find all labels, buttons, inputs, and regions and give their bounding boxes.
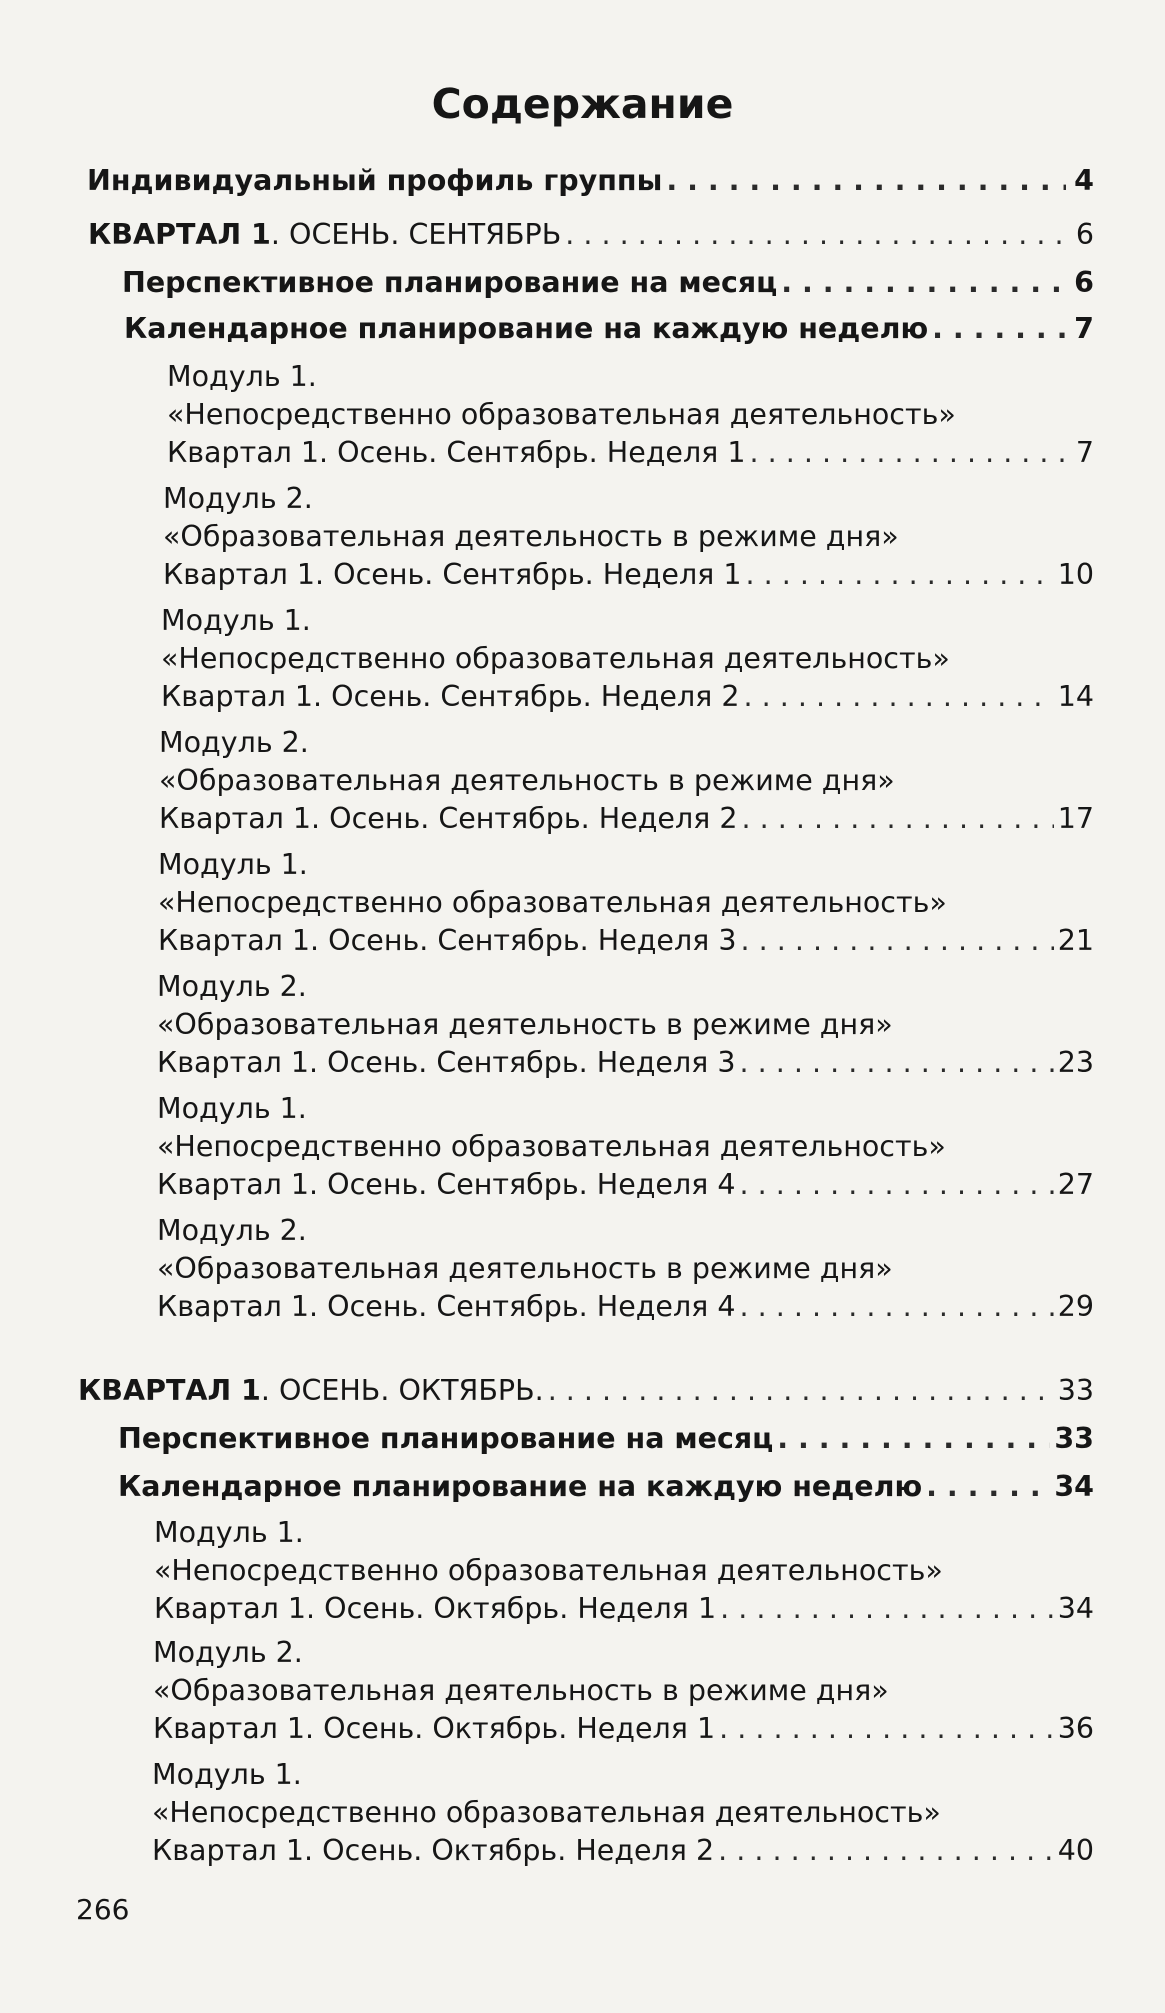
toc-entry[interactable] xyxy=(167,358,1094,472)
toc-entry-line: «Образовательная деятельность в режиме дня» xyxy=(159,764,895,797)
toc-entry[interactable] xyxy=(158,846,1094,960)
dot-leader xyxy=(740,1166,1054,1204)
toc-entry-line: Модуль 2. xyxy=(163,482,313,515)
dot-leader xyxy=(781,264,1066,302)
toc-quarter-rest: . ОСЕНЬ. ОКТЯБРЬ. xyxy=(260,1374,544,1407)
toc-quarter-label: КВАРТАЛ 1 xyxy=(78,1374,261,1407)
toc-entry-leader-line xyxy=(159,800,1094,838)
toc-entry-title: Квартал 1. Осень. Сентябрь. Неделя 1 xyxy=(163,558,742,591)
dot-leader xyxy=(720,1590,1054,1628)
toc-page-number: 6 xyxy=(1074,266,1094,299)
toc-entry[interactable] xyxy=(124,310,1094,348)
toc-page-number: 34 xyxy=(1054,1470,1094,1503)
toc-entry-line: Модуль 2. xyxy=(159,726,309,759)
toc-entry-line: «Образовательная деятельность в режиме дня» xyxy=(163,520,899,553)
toc-entry-title: Квартал 1. Осень. Октябрь. Неделя 1 xyxy=(153,1712,716,1745)
toc-entry-line: Модуль 2. xyxy=(157,970,307,1003)
dot-leader xyxy=(741,922,1054,960)
toc-entry[interactable] xyxy=(163,480,1094,594)
toc-page-number: 33 xyxy=(1054,1422,1094,1455)
page-title: Содержание xyxy=(431,80,734,128)
toc-entry-leader-line xyxy=(153,1710,1094,1748)
toc-entry-title: Индивидуальный профиль группы xyxy=(87,164,663,197)
toc-page-number: 6 xyxy=(1075,218,1094,251)
dot-leader xyxy=(740,1288,1054,1326)
toc-entry-title: Квартал 1. Осень. Сентябрь. Неделя 3 xyxy=(158,924,737,957)
toc-entry-title: Календарное планирование на каждую неделю xyxy=(118,1470,923,1503)
toc-page-number: 40 xyxy=(1057,1834,1094,1867)
toc-entry-title: Перспективное планирование на месяц xyxy=(122,266,778,299)
toc-entry-leader-line xyxy=(87,162,1094,200)
toc-entry-title: Квартал 1. Осень. Сентябрь. Неделя 2 xyxy=(161,680,740,713)
toc-page-number: 29 xyxy=(1057,1290,1094,1323)
dot-leader xyxy=(750,434,1066,472)
toc-entry-leader-line xyxy=(78,1372,1094,1410)
toc-page-number: 7 xyxy=(1074,312,1094,345)
toc-entry-line: «Непосредственно образовательная деятельность» xyxy=(154,1554,943,1587)
toc-entry-title: Квартал 1. Осень. Сентябрь. Неделя 4 xyxy=(157,1168,736,1201)
toc-entry-title: Квартал 1. Осень. Октябрь. Неделя 1 xyxy=(154,1592,717,1625)
toc-entry-heading xyxy=(78,1372,544,1410)
page-number: 266 xyxy=(76,1893,130,1926)
toc-entry[interactable] xyxy=(88,216,1094,254)
toc-entry-title: Квартал 1. Осень. Сентябрь. Неделя 4 xyxy=(157,1290,736,1323)
toc-entry-title: Перспективное планирование на месяц xyxy=(118,1422,774,1455)
toc-page-number: 4 xyxy=(1074,164,1094,197)
toc-entry-line: «Непосредственно образовательная деятельность» xyxy=(152,1796,941,1829)
toc-entry-leader-line xyxy=(122,264,1094,302)
dot-leader xyxy=(932,310,1066,348)
toc-entry-line: «Непосредственно образовательная деятельность» xyxy=(158,886,947,919)
toc-entry[interactable] xyxy=(152,1756,1094,1870)
dot-leader xyxy=(718,1832,1054,1870)
toc-entry-title: Квартал 1. Осень. Сентябрь. Неделя 3 xyxy=(157,1046,736,1079)
toc-entry-line: «Образовательная деятельность в режиме дня» xyxy=(157,1008,893,1041)
toc-entry[interactable] xyxy=(157,968,1094,1082)
toc-entry-leader-line xyxy=(124,310,1094,348)
toc-entry-leader-line xyxy=(152,1832,1094,1870)
toc-page-number: 23 xyxy=(1057,1046,1094,1079)
toc-entry[interactable] xyxy=(78,1372,1094,1410)
toc-page-number: 21 xyxy=(1057,924,1094,957)
toc-page-number: 14 xyxy=(1057,680,1094,713)
toc-entry-line: «Непосредственно образовательная деятельность» xyxy=(157,1130,946,1163)
toc-entry-leader-line xyxy=(88,216,1094,254)
toc-page-number: 17 xyxy=(1057,802,1094,835)
toc-entry[interactable] xyxy=(159,724,1094,838)
toc-entry-leader-line xyxy=(157,1166,1094,1204)
toc-entry[interactable] xyxy=(157,1090,1094,1204)
toc-entry-title: Квартал 1. Осень. Сентябрь. Неделя 1 xyxy=(167,436,746,469)
dot-leader xyxy=(740,1044,1054,1082)
toc-entry-leader-line xyxy=(161,678,1094,716)
toc-entry-leader-line xyxy=(157,1288,1094,1326)
toc-entry-line: «Образовательная деятельность в режиме дня» xyxy=(157,1252,893,1285)
toc-entry[interactable] xyxy=(161,602,1094,716)
toc-page-number: 34 xyxy=(1057,1592,1094,1625)
toc-page-number: 7 xyxy=(1075,436,1094,469)
dot-leader xyxy=(565,216,1066,254)
dot-leader xyxy=(744,678,1054,716)
toc-entry-line: «Образовательная деятельность в режиме дня» xyxy=(153,1674,889,1707)
toc-entry-leader-line xyxy=(163,556,1094,594)
toc-entry[interactable] xyxy=(118,1420,1094,1458)
toc-entry-line: Модуль 1. xyxy=(157,1092,307,1125)
toc-entry-title: Календарное планирование на каждую неделю xyxy=(124,312,929,345)
toc-entry[interactable] xyxy=(153,1634,1094,1748)
toc-entry-line: Модуль 1. xyxy=(167,360,317,393)
toc-entry-title: Квартал 1. Осень. Октябрь. Неделя 2 xyxy=(152,1834,715,1867)
toc-entry-line: Модуль 1. xyxy=(154,1516,304,1549)
toc-entry-line: «Непосредственно образовательная деятельность» xyxy=(161,642,950,675)
toc-entry-leader-line xyxy=(167,434,1094,472)
toc-entry-title: Квартал 1. Осень. Сентябрь. Неделя 2 xyxy=(159,802,738,835)
toc-entry-leader-line xyxy=(157,1044,1094,1082)
toc-entry[interactable] xyxy=(118,1468,1094,1506)
dot-leader xyxy=(926,1468,1050,1506)
toc-entry-line: Модуль 1. xyxy=(161,604,311,637)
dot-leader xyxy=(742,800,1054,838)
toc-quarter-rest: . ОСЕНЬ. СЕНТЯБРЬ xyxy=(270,218,562,251)
toc-page-number: 33 xyxy=(1057,1374,1094,1407)
toc-entry-line: Модуль 1. xyxy=(152,1758,302,1791)
toc-entry[interactable] xyxy=(154,1514,1094,1628)
dot-leader xyxy=(777,1420,1050,1458)
toc-page-number: 10 xyxy=(1057,558,1094,591)
toc-entry-leader-line xyxy=(158,922,1094,960)
toc-entry[interactable] xyxy=(87,162,1094,200)
dot-leader xyxy=(666,162,1066,200)
toc-page-number: 36 xyxy=(1057,1712,1094,1745)
toc-quarter-label: КВАРТАЛ 1 xyxy=(88,218,271,251)
toc-entry-line: Модуль 1. xyxy=(158,848,308,881)
toc-entry-leader-line xyxy=(118,1468,1094,1506)
dot-leader xyxy=(746,556,1054,594)
toc-entry-line: Модуль 2. xyxy=(153,1636,303,1669)
toc-entry-line: Модуль 2. xyxy=(157,1214,307,1247)
dot-leader xyxy=(719,1710,1054,1748)
toc-entry-heading xyxy=(88,216,561,254)
toc-entry-leader-line xyxy=(154,1590,1094,1628)
dot-leader xyxy=(548,1372,1054,1410)
toc-entry-leader-line xyxy=(118,1420,1094,1458)
toc-entry[interactable] xyxy=(157,1212,1094,1326)
toc-entry[interactable] xyxy=(122,264,1094,302)
toc-entry-line: «Непосредственно образовательная деятельность» xyxy=(167,398,956,431)
toc-page-number: 27 xyxy=(1057,1168,1094,1201)
